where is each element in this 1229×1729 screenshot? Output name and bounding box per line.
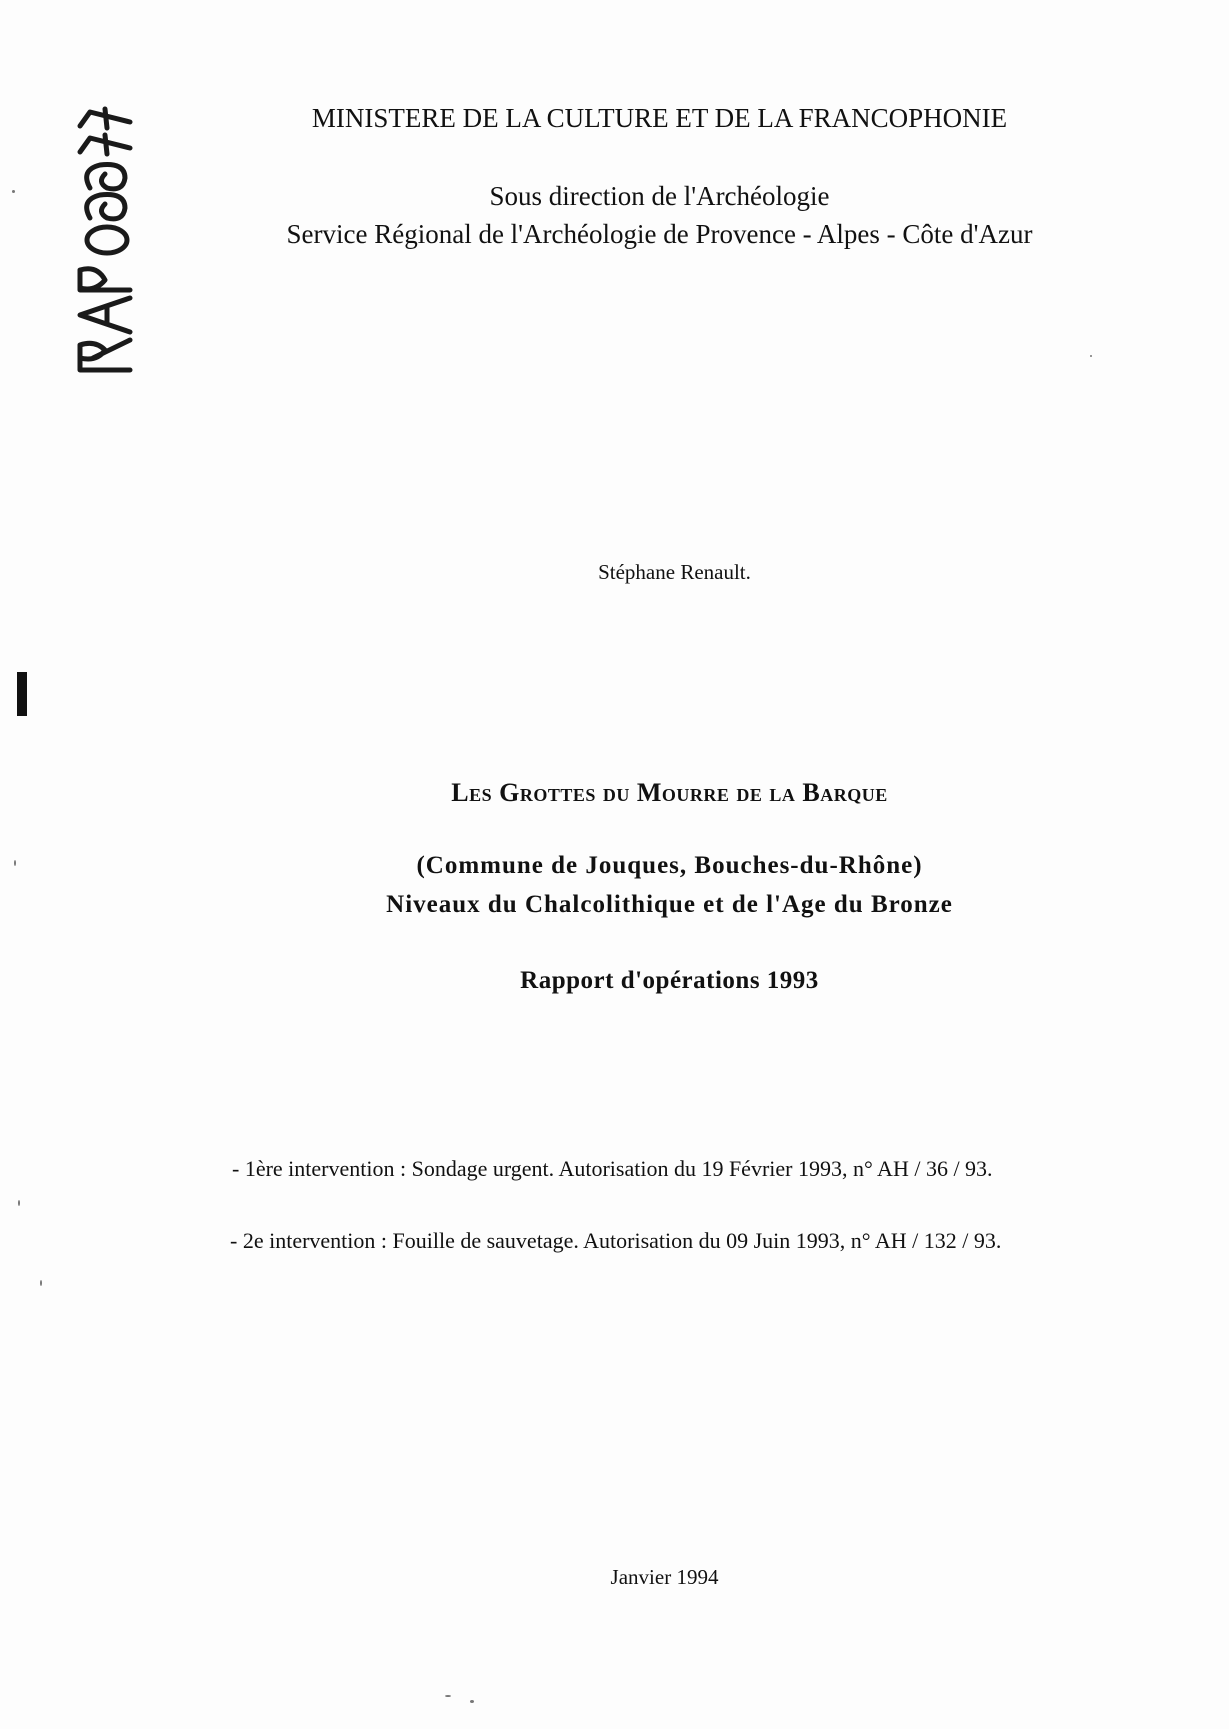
scan-speck <box>445 1695 451 1697</box>
intervention-item: - 1ère intervention : Sondage urgent. Autorisation du 19 Février 1993, n° AH / 36 / 93. <box>232 1156 993 1181</box>
scan-speck <box>40 1280 42 1286</box>
report-commune: (Commune de Jouques, Bouches-du-Rhône) <box>416 852 923 879</box>
report-date: Janvier 1994 <box>610 1565 719 1589</box>
report-title: Les Grottes du Mourre de la Barque <box>451 778 888 807</box>
ministry-heading: MINISTERE DE LA CULTURE ET DE LA FRANCOPHONIE <box>311 103 1008 133</box>
scan-margin-mark <box>17 672 27 716</box>
report-levels: Niveaux du Chalcolithique et de l'Age du Bronze <box>386 891 953 918</box>
report-operations: Rapport d'opérations 1993 <box>520 967 819 994</box>
scan-speck <box>18 1200 20 1206</box>
scan-speck <box>1090 355 1092 357</box>
regional-service-heading: Service Régional de l'Archéologie de Provence - Alpes - Côte d'Azur <box>286 219 1033 249</box>
author-name: Stéphane Renault. <box>598 560 751 584</box>
scan-speck <box>12 190 15 193</box>
scan-speck <box>14 860 16 866</box>
subdirection-heading: Sous direction de l'Archéologie <box>489 181 830 211</box>
scan-speck <box>470 1700 474 1703</box>
intervention-item: - 2e intervention : Fouille de sauvetage. Autorisation du 09 Juin 1993, n° AH / 132 / 93. <box>230 1228 1002 1253</box>
